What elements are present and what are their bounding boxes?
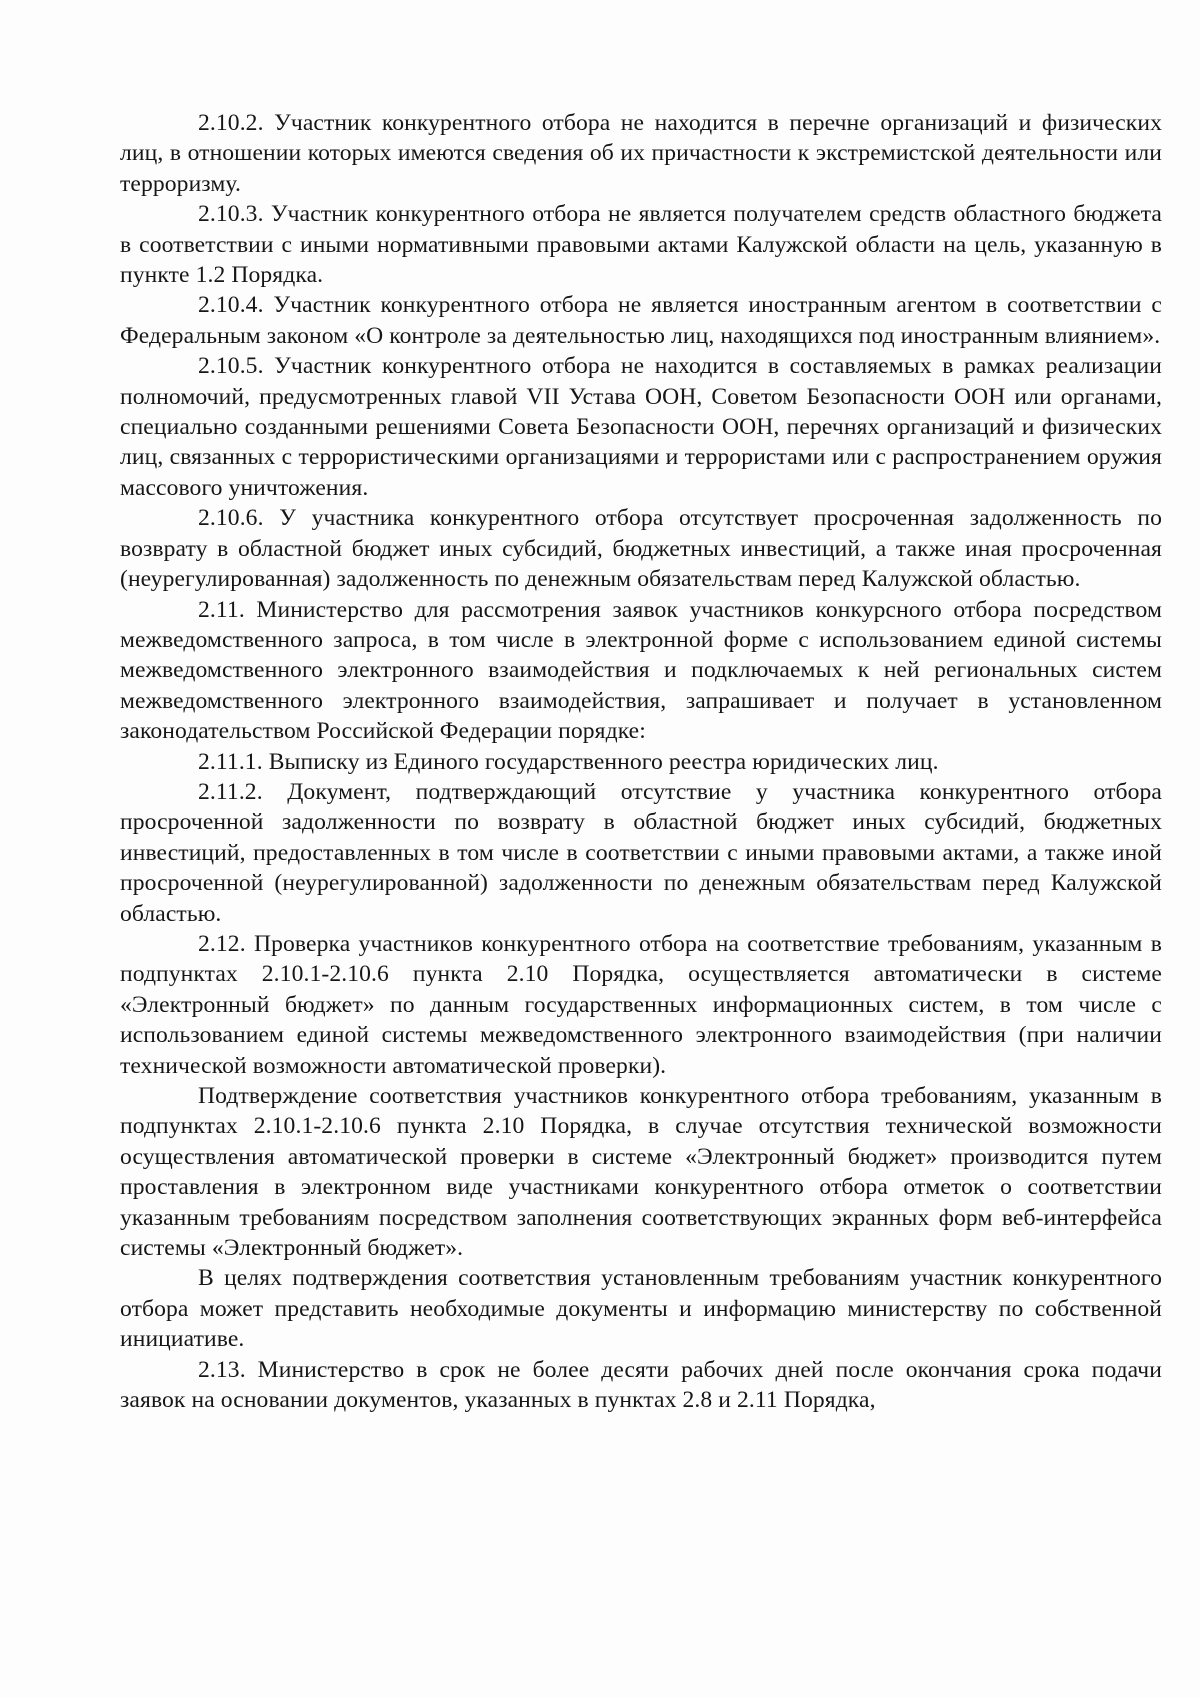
paragraph-2-10-6: 2.10.6. У участника конкурентного отбора отсутствует просроченная задолженность по возврату в областной бюджет иных субсидий, бюджетных инвестиций, а также иная просроченная (неурегулированная) задолженность по денежным обязательствам перед Калужской областью. [120,505,1162,593]
paragraph-2-10-3: 2.10.3. Участник конкурентного отбора не является получателем средств областного бюджета в соответствии с иными нормативными правовыми актами Калужской области на цель, указанную в пункте 1.2 Порядка. [120,201,1162,289]
paragraph-2-11-1: 2.11.1. Выписку из Единого государственного реестра юридических лиц. [198,748,939,775]
paragraph-confirmation: Подтверждение соответствия участников конкурентного отбора требованиям, указанным в подпунктах 2.10.1-2.10.6 пункта 2.10 Порядка, в случае отсутствия технической возможности осуществления автоматической проверки в системе «Электронный бюджет» производится путем проставления в электронном виде участниками конкурентного отбора отметок о соответствии указанным требованиям посредством заполнения соответствующих экранных форм веб-интерфейса системы «Электронный бюджет». [120,1083,1162,1262]
paragraph-own-initiative: В целях подтверждения соответствия установленным требованиям участник конкурентного отбора может представить необходимые документы и информацию министерству по собственной инициативе. [120,1265,1162,1353]
document-body [120,108,1162,1415]
paragraph-2-11: 2.11. Министерство для рассмотрения заявок участников конкурсного отбора посредством межведомственного запроса, в том числе в электронной форме с использованием единой системы межведомственного электронного взаимодействия и подключаемых к ней региональных систем межведомственного электронного взаимодействия, запрашивает и получает в установленном законодательством Российской Федерации порядке: [120,596,1162,745]
paragraph-2-13: 2.13. Министерство в срок не более десяти рабочих дней после окончания срока подачи заявок на основании документов, указанных в пунктах 2.8 и 2.11 Порядка, [120,1356,1162,1414]
paragraph-2-10-5: 2.10.5. Участник конкурентного отбора не находится в составляемых в рамках реализации полномочий, предусмотренных главой VII Устава ООН, Советом Безопасности ООН или органами, специально созданными решениями Совета Безопасности ООН, перечнях организаций и физических лиц, связанных с террористическими организациями и террористами или с распространением оружия массового уничтожения. [120,353,1162,501]
paragraph-2-10-4: 2.10.4. Участник конкурентного отбора не является иностранным агентом в соответствии с Федеральным законом «О контроле за деятельностью лиц, находящихся под иностранным влиянием». [120,292,1162,349]
paragraph-2-10-2: 2.10.2. Участник конкурентного отбора не находится в перечне организаций и физических лиц, в отношении которых имеются сведения об их причастности к экстремистской деятельности или терроризму. [120,110,1162,197]
paragraph-2-11-2: 2.11.2. Документ, подтверждающий отсутствие у участника конкурентного отбора просроченной задолженности по возврату в областной бюджет иных субсидий, бюджетных инвестиций, предоставленных в том числе в соответствии с иными правовыми актами, а также иной просроченной (неурегулированной) задолженности по денежным обязательствам перед Калужской областью. [120,778,1162,927]
paragraph-2-12: 2.12. Проверка участников конкурентного отбора на соответствие требованиям, указанным в подпунктах 2.10.1-2.10.6 пункта 2.10 Порядка, осуществляется автоматически в системе «Электронный бюджет» по данным государственных информационных систем, в том числе с использованием единой системы межведомственного электронного взаимодействия (при наличии технической возможности автоматической проверки). [120,930,1162,1079]
